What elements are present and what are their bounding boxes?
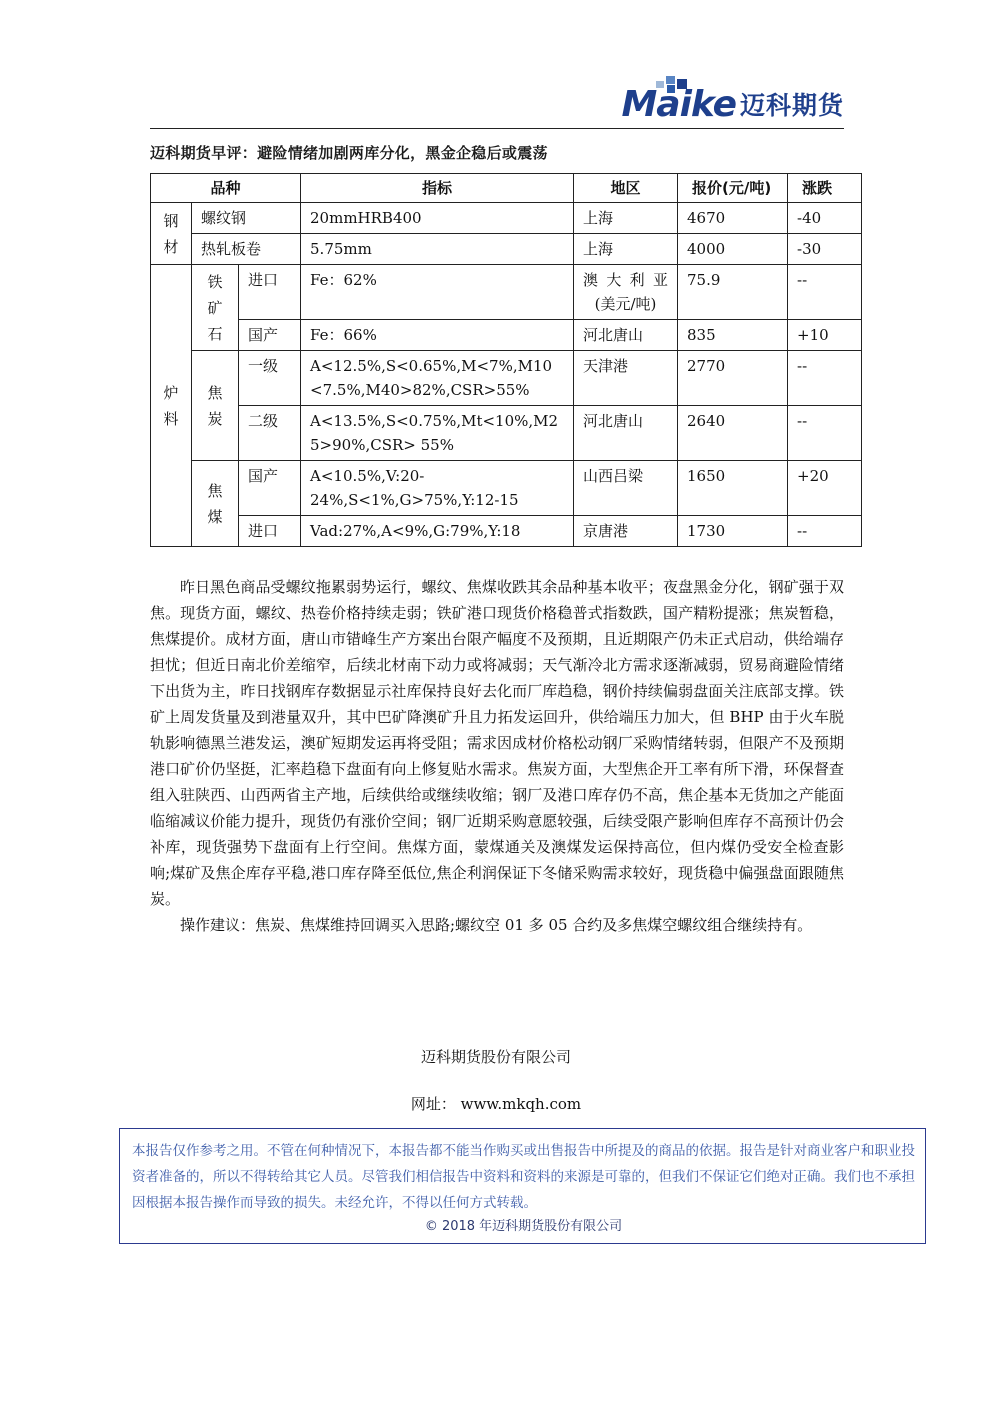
spec-cell: A<10.5%,V:20-24%,S<1%,G>75%,Y:12-15 xyxy=(301,461,574,516)
coke-name: 焦 炭 xyxy=(192,351,239,461)
table-header-row xyxy=(151,174,862,203)
disclaimer-box xyxy=(119,1128,926,1244)
origin-cell: 国产 xyxy=(239,320,301,351)
price-cell: 4000 xyxy=(678,234,788,265)
spec-cell: A<12.5%,S<0.65%,M<7%,M10<7.5%,M40>82%,CSR>55% xyxy=(301,351,574,406)
change-cell: -- xyxy=(788,516,862,547)
table-row xyxy=(151,406,862,461)
change-cell: +20 xyxy=(788,461,862,516)
table-row xyxy=(151,516,862,547)
report-title: 迈科期货早评：避险情绪加剧两库分化，黑金企稳后或震荡 xyxy=(150,144,548,162)
region-cell: 河北唐山 xyxy=(574,406,678,461)
ore-name: 铁 矿 石 xyxy=(192,265,239,351)
copyright-line: © 2018 年迈科期货股份有限公司 xyxy=(424,1219,623,1234)
region-cell: 澳大利亚 (美元/吨) xyxy=(574,265,678,320)
table-row xyxy=(151,265,862,320)
header-spec: 指标 xyxy=(301,174,574,203)
price-cell: 2640 xyxy=(678,406,788,461)
header-rule xyxy=(150,128,844,129)
origin-cell: 进口 xyxy=(239,265,301,320)
region-cell: 上海 xyxy=(574,203,678,234)
spec-cell: Fe：62% xyxy=(301,265,574,320)
header-change: 涨跌 xyxy=(788,174,862,203)
region-cell: 天津港 xyxy=(574,351,678,406)
group-steel xyxy=(151,203,192,265)
table-row xyxy=(151,203,862,234)
commentary-body xyxy=(150,574,844,938)
change-cell: -- xyxy=(788,265,862,320)
change-cell: -40 xyxy=(788,203,862,234)
price-cell: 2770 xyxy=(678,351,788,406)
disclaimer-text: 本报告仅作参考之用。不管在何种情况下，本报告都不能当作购买或出售报告中所提及的商品的依据。报告是针对商业客户和职业投资者准备的，所以不得转给其它人员。尽管我们相信报告中资料和资料的来源是可靠的，但我们不保证它们绝对正确。我们也不承担因根据本报告操作而导致的损失。未经允许，不得以任何方式转载。 xyxy=(132,1143,915,1211)
change-cell: -30 xyxy=(788,234,862,265)
price-cell: 75.9 xyxy=(678,265,788,320)
change-cell: +10 xyxy=(788,320,862,351)
price-cell: 4670 xyxy=(678,203,788,234)
logo-wordmark: Maike xyxy=(621,84,736,125)
spec-cell: Vad:27%,A<9%,G:79%,Y:18 xyxy=(301,516,574,547)
logo-chinese-name: 迈科期货 xyxy=(739,91,844,120)
change-cell: -- xyxy=(788,406,862,461)
company-logo xyxy=(621,83,844,123)
price-cell: 835 xyxy=(678,320,788,351)
table-row xyxy=(151,320,862,351)
origin-cell: 国产 xyxy=(239,461,301,516)
change-cell: -- xyxy=(788,351,862,406)
product-name: 螺纹钢 xyxy=(192,203,301,234)
coal-name: 焦 煤 xyxy=(192,461,239,547)
page-header xyxy=(150,75,844,129)
header-product: 品种 xyxy=(151,174,301,203)
origin-cell: 二级 xyxy=(239,406,301,461)
spec-cell: 5.75mm xyxy=(301,234,574,265)
region-cell: 京唐港 xyxy=(574,516,678,547)
table-row xyxy=(151,461,862,516)
group-burden xyxy=(151,265,192,547)
table-row xyxy=(151,351,862,406)
spec-cell: Fe：66% xyxy=(301,320,574,351)
spec-cell: A<13.5%,S<0.75%,Mt<10%,M25>90%,CSR> 55% xyxy=(301,406,574,461)
company-name: 迈科期货股份有限公司 xyxy=(420,1048,571,1066)
group-steel-label: 钢 材 xyxy=(163,211,179,256)
commentary-paragraph: 昨日黑色商品受螺纹拖累弱势运行，螺纹、焦煤收跌其余品种基本收平；夜盘黑金分化，钢矿强于双焦。现货方面，螺纹、热卷价格持续走弱；铁矿港口现货价格稳普式指数跌，国产精粉提涨；焦炭暂稳，焦煤提价。成材方面，唐山市错峰生产方案出台限产幅度不及预期，且近期限产仍未正式启动，供给端存担忧；但近日南北价差缩窄，后续北材南下动力或将减弱；天气渐冷北方需求逐渐减弱，贸易商避险情绪下出货为主，昨日找钢库存数据显示社库保持良好去化而厂库趋稳，钢价持续偏弱盘面关注底部支撑。铁矿上周发货量及到港量双升，其中巴矿降澳矿升且力拓发运回升，供给端压力加大，但 BHP 由于火车脱轨影响德黑兰港发运，澳矿短期发运再将受阻；需求因成材价格松动钢厂采购情绪转弱，但限产不及预期港口矿价仍坚挺，汇率趋稳下盘面有向上修复贴水需求。焦炭方面，大型焦企开工率有所下滑，环保督查组入驻陕西、山西两省主产地，后续供给或继续收缩；钢厂及港口库存仍不高，焦企基本无货加之产能面临缩减议价能力提升，现货仍有涨价空间；钢厂近期采购意愿较强，后续受限产影响但库存不高预计仍会补库，现货强势下盘面有上行空间。焦煤方面，蒙煤通关及澳煤发运保持高位，但内煤仍受安全检查影响;煤矿及焦企库存平稳,港口库存降至低位,焦企利润保证下冬储采购需求较好，现货稳中偏强盘面跟随焦炭。 xyxy=(150,578,844,908)
region-cell: 上海 xyxy=(574,234,678,265)
price-cell: 1730 xyxy=(678,516,788,547)
price-table xyxy=(150,173,862,547)
product-name: 热轧板卷 xyxy=(192,234,301,265)
spec-cell: 20mmHRB400 xyxy=(301,203,574,234)
origin-cell: 一级 xyxy=(239,351,301,406)
header-region: 地区 xyxy=(574,174,678,203)
table-row xyxy=(151,234,862,265)
region-cell: 山西吕梁 xyxy=(574,461,678,516)
website-line: 网址： www.mkqh.com xyxy=(410,1095,582,1113)
header-price: 报价(元/吨) xyxy=(678,174,788,203)
origin-cell: 进口 xyxy=(239,516,301,547)
price-cell: 1650 xyxy=(678,461,788,516)
operation-advice: 操作建议：焦炭、焦煤维持回调买入思路;螺纹空 01 多 05 合约及多焦煤空螺纹组合继续持有。 xyxy=(180,916,813,934)
region-cell: 河北唐山 xyxy=(574,320,678,351)
group-burden-label: 炉 料 xyxy=(163,383,179,428)
